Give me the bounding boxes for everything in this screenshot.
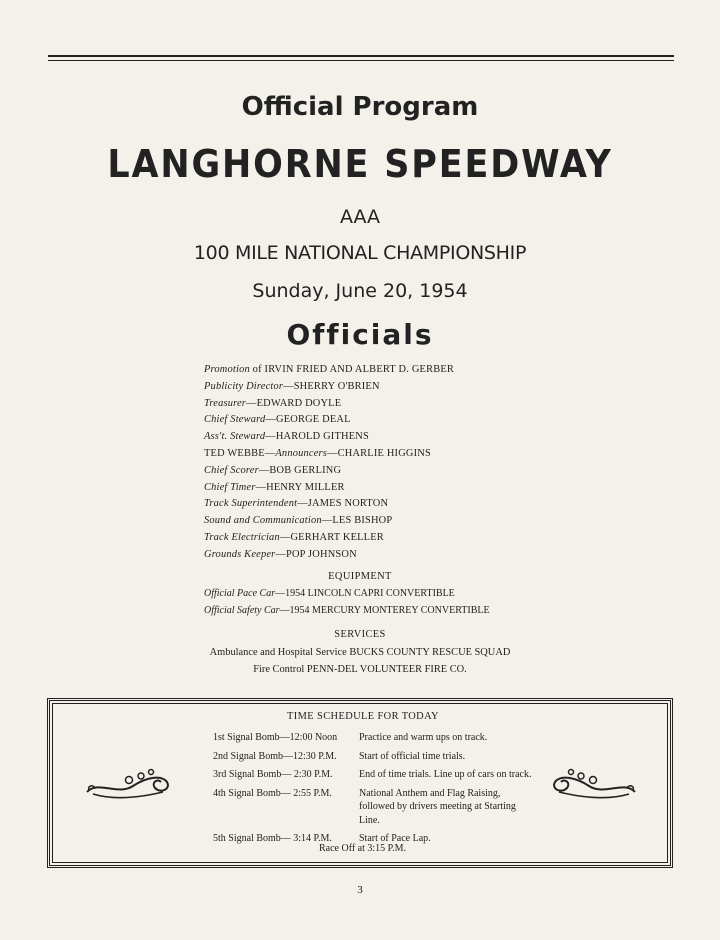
service-name: BUCKS COUNTY RESCUE SQUAD [349,647,511,658]
signal-bomb-time: 4th Signal Bomb— 2:55 P.M. [213,787,332,799]
official-sep: of [249,364,265,375]
signal-bomb-time: 5th Signal Bomb— 3:14 P.M. [213,833,332,844]
official-role: Track Electrician [204,531,280,543]
official-sep: — [275,548,286,560]
schedule-row [213,787,543,828]
official-name: GERHART KELLER [290,531,384,543]
equipment-row [204,603,624,620]
official-row [204,396,624,413]
event-date: Sunday, June 20, 1954 [252,280,468,302]
official-role: Track Superintendent [204,498,298,510]
official-row [204,362,624,379]
official-role: Chief Timer [204,481,256,493]
schedule-description: Start of official time trials. [359,750,466,762]
official-sep: — [258,464,270,476]
service-label: Fire Control [253,663,305,675]
signal-bomb-time: 1st Signal Bomb—12:00 Noon [213,732,338,743]
official-name: POP JOHNSON [285,548,357,560]
official-sep: — [255,481,267,493]
equipment-role: Official Safety Car [204,604,280,616]
official-sep: — [246,397,257,409]
equipment-row [204,586,624,603]
official-name: BOB GERLING [269,464,342,476]
schedule-row [213,731,543,745]
official-sep: — [297,498,308,510]
service-row [0,645,720,662]
service-label: Ambulance and Hospital Service [209,647,347,658]
equipment-role: Official Pace Car [204,588,276,599]
official-name: HAROLD GITHENS [275,431,369,443]
official-name: LES BISHOP [332,515,393,527]
official-role: Ass't. Steward [204,431,266,443]
official-role: Announcers [275,447,328,459]
officials-heading: Officials [286,318,434,351]
official-row [204,547,624,564]
schedule-description: Practice and warm ups on track. [359,732,488,743]
official-sep: — [283,380,294,392]
org-name: AAA [339,206,381,228]
schedule-row [213,750,543,764]
official-row [204,480,624,497]
right-scroll-ornament-icon [549,762,639,802]
speedway-title: LANGHORNE SPEEDWAY [107,142,613,186]
equipment-name: 1954 MERCURY MONTEREY CONVERTIBLE [289,604,490,616]
officials-list [204,362,624,564]
signal-bomb-time: 2nd Signal Bomb—12:30 P.M. [213,750,337,762]
official-row [204,496,624,513]
official-sep: — [265,431,276,443]
official-sep: — [327,447,338,459]
official-role: Chief Scorer [204,464,259,476]
time-schedule-box [47,698,673,868]
official-role: Publicity Director [204,380,284,392]
official-row [204,463,624,480]
official-name: IRVIN FRIED AND ALBERT D. GERBER [264,364,455,375]
official-row [204,379,624,396]
schedule-description: End of time trials. Line up of cars on track. [359,769,532,780]
official-name: CHARLIE HIGGINS [337,447,431,459]
official-row [204,412,624,429]
program-heading: Official Program [241,92,479,122]
schedule-title: TIME SCHEDULE FOR TODAY [287,711,439,722]
schedule-description: National Anthem and Flag Raising, followed by drivers meeting at Starting Line. [359,787,516,826]
official-name: SHERRY O'BRIEN [293,380,380,392]
official-sep: — [265,414,276,426]
official-name: EDWARD DOYLE [256,397,342,409]
official-sep: — [321,515,333,527]
schedule-description: Start of Pace Lap. [359,833,431,844]
official-row [204,513,624,530]
official-name: HENRY MILLER [266,481,345,493]
service-row [0,662,720,679]
official-name: GEORGE DEAL [275,414,351,426]
championship-title: 100 MILE NATIONAL CHAMPIONSHIP [193,242,527,264]
equipment-sep: — [275,588,286,599]
top-double-rule [48,55,674,61]
services-list [0,645,720,678]
equipment-heading: EQUIPMENT [328,571,392,582]
equipment-list [204,586,624,619]
schedule-list [213,731,543,851]
signal-bomb-time: 3rd Signal Bomb— 2:30 P.M. [213,769,333,780]
official-pre: TED WEBBE— [204,447,276,459]
services-heading: SERVICES [334,629,386,640]
official-row [204,530,624,547]
official-role: Grounds Keeper [204,548,276,560]
equipment-sep: — [279,604,290,616]
official-row [204,446,624,463]
official-row [204,429,624,446]
left-scroll-ornament-icon [83,762,173,802]
official-role: Promotion [204,364,250,375]
equipment-name: 1954 LINCOLN CAPRI CONVERTIBLE [285,588,455,599]
official-sep: — [279,531,291,543]
official-role: Chief Steward [204,414,266,426]
service-name: PENN-DEL VOLUNTEER FIRE CO. [306,663,467,675]
official-name: JAMES NORTON [307,498,389,510]
official-role: Treasurer [204,397,247,409]
race-off-time: Race Off at 3:15 P.M. [319,843,407,854]
page-number: 3 [357,884,363,896]
schedule-row [213,768,543,782]
official-role: Sound and Communication [204,515,322,527]
